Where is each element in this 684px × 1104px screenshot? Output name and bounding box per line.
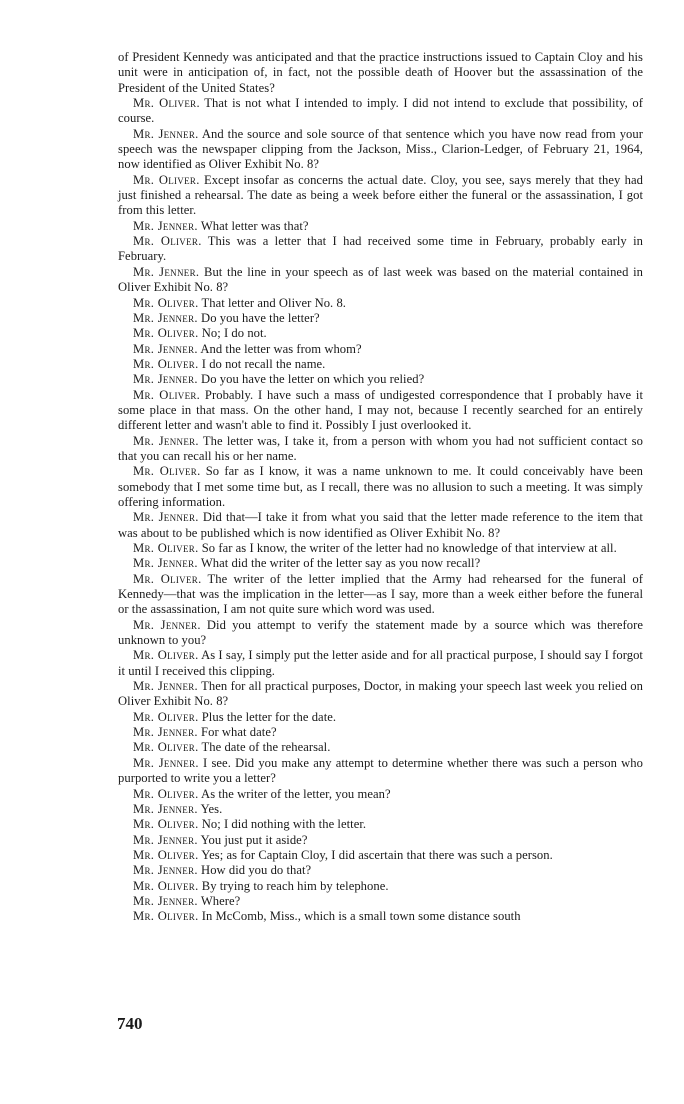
testimony-text: For what date? [197,725,277,740]
testimony-paragraph [118,173,643,219]
speaker-name: Mr. Oliver. [133,709,199,724]
testimony-text: But the line in your speech as of last week was based on the material contained in Oliver Exhibit No. 8? [118,264,643,295]
testimony-text: I see. Did you make any attempt to determine whether there was such a person who purported to write you a letter? [118,755,643,786]
testimony-text: What did the writer of the letter say as you now recall? [197,556,481,571]
testimony-text: I do not recall the name. [198,356,326,371]
speaker-name: Mr. Oliver. [133,648,199,663]
speaker-name: Mr. Oliver. [133,786,199,801]
testimony-paragraph [118,541,643,556]
testimony-text: As I say, I simply put the letter aside and for all practical purpose, I should say I forgot it until I received this clipping. [118,648,643,678]
speaker-name: Mr. Jenner. [133,801,198,816]
testimony-text: Did you attempt to verify the statement made by a source which was therefore unknown to you? [118,617,643,648]
speaker-name: Mr. Oliver. [133,909,199,924]
speaker-name: Mr. Oliver. [133,234,202,249]
testimony-text: No; I do not. [198,326,267,341]
testimony-text: So far as I know, the writer of the letter had no knowledge of that interview at all. [198,541,617,555]
testimony-paragraph [118,388,643,434]
testimony-paragraph [118,894,643,909]
testimony-paragraph [118,127,643,173]
testimony-text: Do you have the letter on which you relied? [197,372,425,387]
testimony-text: So far as I know, it was a name unknown to me. It could conceivably have been somebody that I met some time but, as I recall, there was no allusion to such a meeting. It was simply offering information. [118,464,643,509]
testimony-paragraph [118,50,643,96]
speaker-name: Mr. Jenner. [133,510,199,525]
testimony-text: And the source and sole source of that sentence which you have now read from your speech was the newspaper clipping from the Jackson, Miss., Clarion-Ledger, of February 21, 1964, now identified as Oliver Exhibit No. 8? [118,126,643,172]
testimony-paragraph [118,357,643,372]
transcript-page [118,50,643,925]
testimony-paragraph [118,556,643,571]
testimony-paragraph [118,879,643,894]
speaker-name: Mr. Jenner. [133,433,199,448]
testimony-paragraph [118,219,643,234]
testimony-paragraph [118,326,643,341]
speaker-name: Mr. Oliver. [133,464,201,479]
speaker-name: Mr. Oliver. [133,740,199,755]
testimony-paragraph [118,372,643,387]
speaker-name: Mr. Jenner. [133,755,199,770]
testimony-paragraph [118,464,643,510]
speaker-name: Mr. Oliver. [133,571,202,586]
testimony-paragraph [118,572,643,618]
testimony-text: The writer of the letter implied that the Army had rehearsed for the funeral of Kennedy—that was the implication in the letter—as I say, more than a week either before the funeral or the assassination, I am not quite sure which word was used. [118,571,643,617]
speaker-name: Mr. Oliver. [133,356,199,371]
speaker-name: Mr. Oliver. [133,847,199,862]
speaker-name: Mr. Jenner. [133,341,198,356]
speaker-name: Mr. Oliver. [133,96,200,111]
testimony-paragraph [118,725,643,740]
testimony-text: Plus the letter for the date. [198,709,337,724]
speaker-name: Mr. Oliver. [133,326,199,341]
testimony-text: This was a letter that I had received some time in February, probably early in February. [118,234,643,264]
testimony-text: Yes. [197,801,223,816]
testimony-text: Except insofar as concerns the actual date. Cloy, you see, says merely that they had just finished a rehearsal. The date as being a week before either the funeral or the assassination, I got from this letter. [118,172,643,218]
testimony-text: Yes; as for Captain Cloy, I did ascertain that there was such a person. [198,847,553,862]
testimony-paragraph [118,648,643,679]
speaker-name: Mr. Oliver. [133,541,199,555]
speaker-name: Mr. Oliver. [133,817,199,832]
testimony-paragraph [118,265,643,296]
testimony-paragraph [118,756,643,787]
speaker-name: Mr. Jenner. [133,832,198,847]
testimony-text: That letter and Oliver No. 8. [198,295,346,310]
testimony-paragraph [118,96,643,127]
testimony-text: In McComb, Miss., which is a small town some distance south [198,909,521,924]
speaker-name: Mr. Oliver. [133,878,199,893]
speaker-name: Mr. Jenner. [133,617,201,632]
testimony-paragraph [118,909,643,924]
testimony-text: By trying to reach him by telephone. [198,878,389,893]
testimony-text: No; I did nothing with the letter. [198,817,367,832]
testimony-paragraph [118,817,643,832]
speaker-name: Mr. Jenner. [133,679,199,694]
testimony-paragraph [118,679,643,710]
testimony-text: What letter was that? [197,218,309,233]
speaker-name: Mr. Jenner. [133,556,198,571]
speaker-name: Mr. Oliver. [133,172,200,187]
testimony-paragraph [118,740,643,755]
testimony-paragraph [118,311,643,326]
testimony-text: of President Kennedy was anticipated and that the practice instructions issued to Captain Cloy and his unit were in anticipation of, in fact, not the possible death of Hoover but the assassination of the President of the United States? [118,50,643,95]
testimony-text: That is not what I intended to imply. I did not intend to exclude that possibility, of course. [118,96,643,126]
testimony-text: And the letter was from whom? [197,341,362,356]
testimony-paragraph [118,510,643,541]
speaker-name: Mr. Jenner. [133,725,198,740]
testimony-text: As the writer of the letter, you mean? [198,786,391,801]
testimony-paragraph [118,710,643,725]
testimony-text: How did you do that? [197,863,312,878]
speaker-name: Mr. Jenner. [133,310,198,325]
testimony-text: Where? [197,893,241,908]
speaker-name: Mr. Jenner. [133,893,198,908]
testimony-paragraph [118,618,643,649]
speaker-name: Mr. Jenner. [133,126,199,141]
testimony-text: The date of the rehearsal. [198,740,331,755]
speaker-name: Mr. Jenner. [133,863,198,878]
testimony-paragraph [118,787,643,802]
speaker-name: Mr. Jenner. [133,372,198,387]
speaker-name: Mr. Jenner. [133,218,198,233]
testimony-paragraph [118,848,643,863]
testimony-text: Probably. I have such a mass of undigested correspondence that I probably have it some place in that mass. On the other hand, I may not, because I recently searched for an entirely different letter and wasn't able to find it. Possibly I just overlooked it. [118,387,643,433]
testimony-text: Did that—I take it from what you said that the letter made reference to the item that was about to be published which is now identified as Oliver Exhibit No. 8? [118,510,643,540]
testimony-text: Do you have the letter? [197,310,320,325]
speaker-name: Mr. Oliver. [133,387,201,402]
testimony-text: You just put it aside? [197,832,308,847]
testimony-paragraph [118,833,643,848]
speaker-name: Mr. Jenner. [133,264,200,279]
testimony-text: Then for all practical purposes, Doctor, in making your speech last week you relied on Oliver Exhibit No. 8? [118,679,643,709]
speaker-name: Mr. Oliver. [133,295,199,310]
testimony-paragraph [118,342,643,357]
testimony-paragraph [118,234,643,265]
testimony-paragraph [118,296,643,311]
testimony-paragraph [118,434,643,465]
page-number: 740 [117,1014,143,1033]
testimony-text: The letter was, I take it, from a person with whom you had not sufficient contact so that you can recall his or her name. [118,433,643,463]
testimony-paragraph [118,863,643,878]
testimony-paragraph [118,802,643,817]
